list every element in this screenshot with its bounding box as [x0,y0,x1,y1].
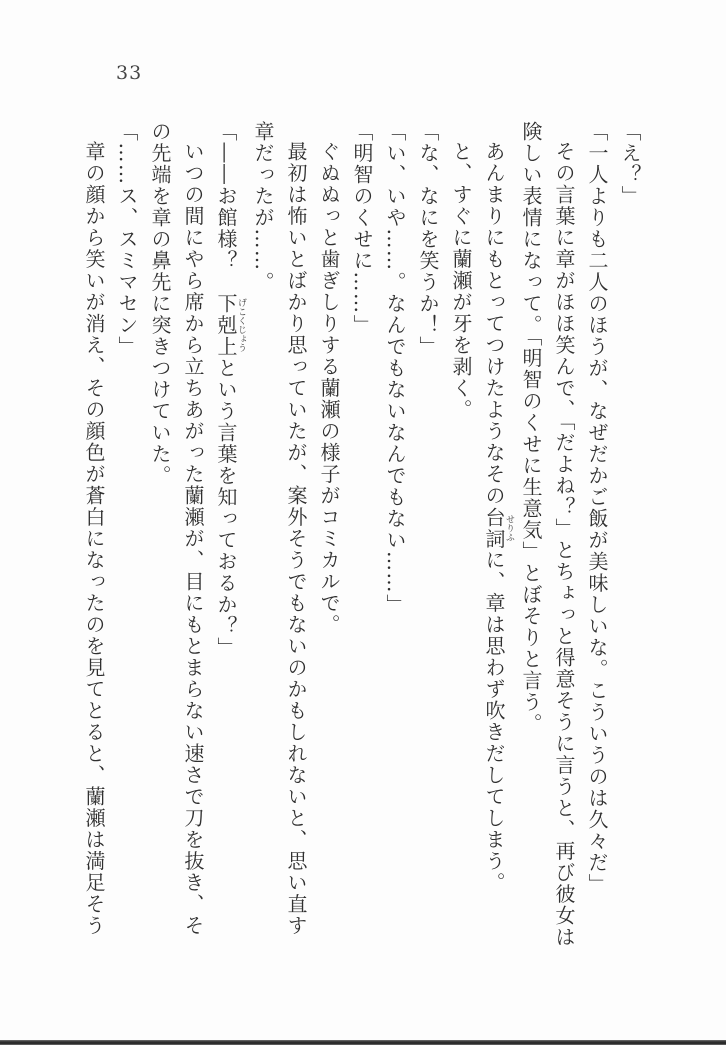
paragraph-dialogue: 「え？」 [618,121,642,207]
page-number: 33 [116,62,143,84]
paragraph-narrative: いつの間にやら席から立ちあがった蘭瀬が、目にもとまらない速さで刀を抜き、その先端を章の鼻先に突きつけていた。 [148,121,205,937]
paragraph-dialogue: 「明智のくせに……」 [350,121,374,336]
furigana-annotated-word: 下剋上げこくじょう [214,293,246,358]
paragraph-narrative: 最初は怖いとばかり思っていたが、案外そうでもないのかもしれないと、思い直す章だったが……。 [251,121,308,937]
paragraph-dialogue: 「な、なにを笑うか！」 [416,121,440,358]
paragraph-narrative: あんまりにもとってつけたようなその台詞せりふに、章は思わず吹きだしてしまう。 [482,141,514,894]
paragraph-narrative: 章の顔から笑いが消え、その顔色が蒼白になったのを見てとると、蘭瀬は満足そう [82,141,106,937]
paragraph-dialogue: 「……ス、スミマセン」 [115,121,139,358]
page-bottom-edge [0,1040,726,1045]
furigana-annotated-word: 台詞せりふ [482,506,514,550]
paragraph-narrative: と、すぐに蘭瀬が牙を剥く。 [449,141,473,421]
paragraph-dialogue: 「――お館様？ 下剋上げこくじょうという言葉を知っておるか？」 [214,121,246,659]
paragraph-dialogue: 「一人よりも二人のほうが、なぜだかご飯が美味しいな。こういうのは久々だ」 [585,121,609,895]
paragraph-dialogue: 「い、いや……。なんでもないなんでもない……」 [383,121,407,616]
paragraph-narrative: その言葉に章がほほ笑んで、「だよね？」とちょっと得意そうに言うと、再び彼女は険しい表情になって。「明智のくせに生意気」とぼそりと言う。 [519,121,576,948]
text-block [84,121,646,953]
paragraph-narrative: ぐぬぬっと歯ぎしりする蘭瀬の様子がコミカルで。 [317,141,341,636]
